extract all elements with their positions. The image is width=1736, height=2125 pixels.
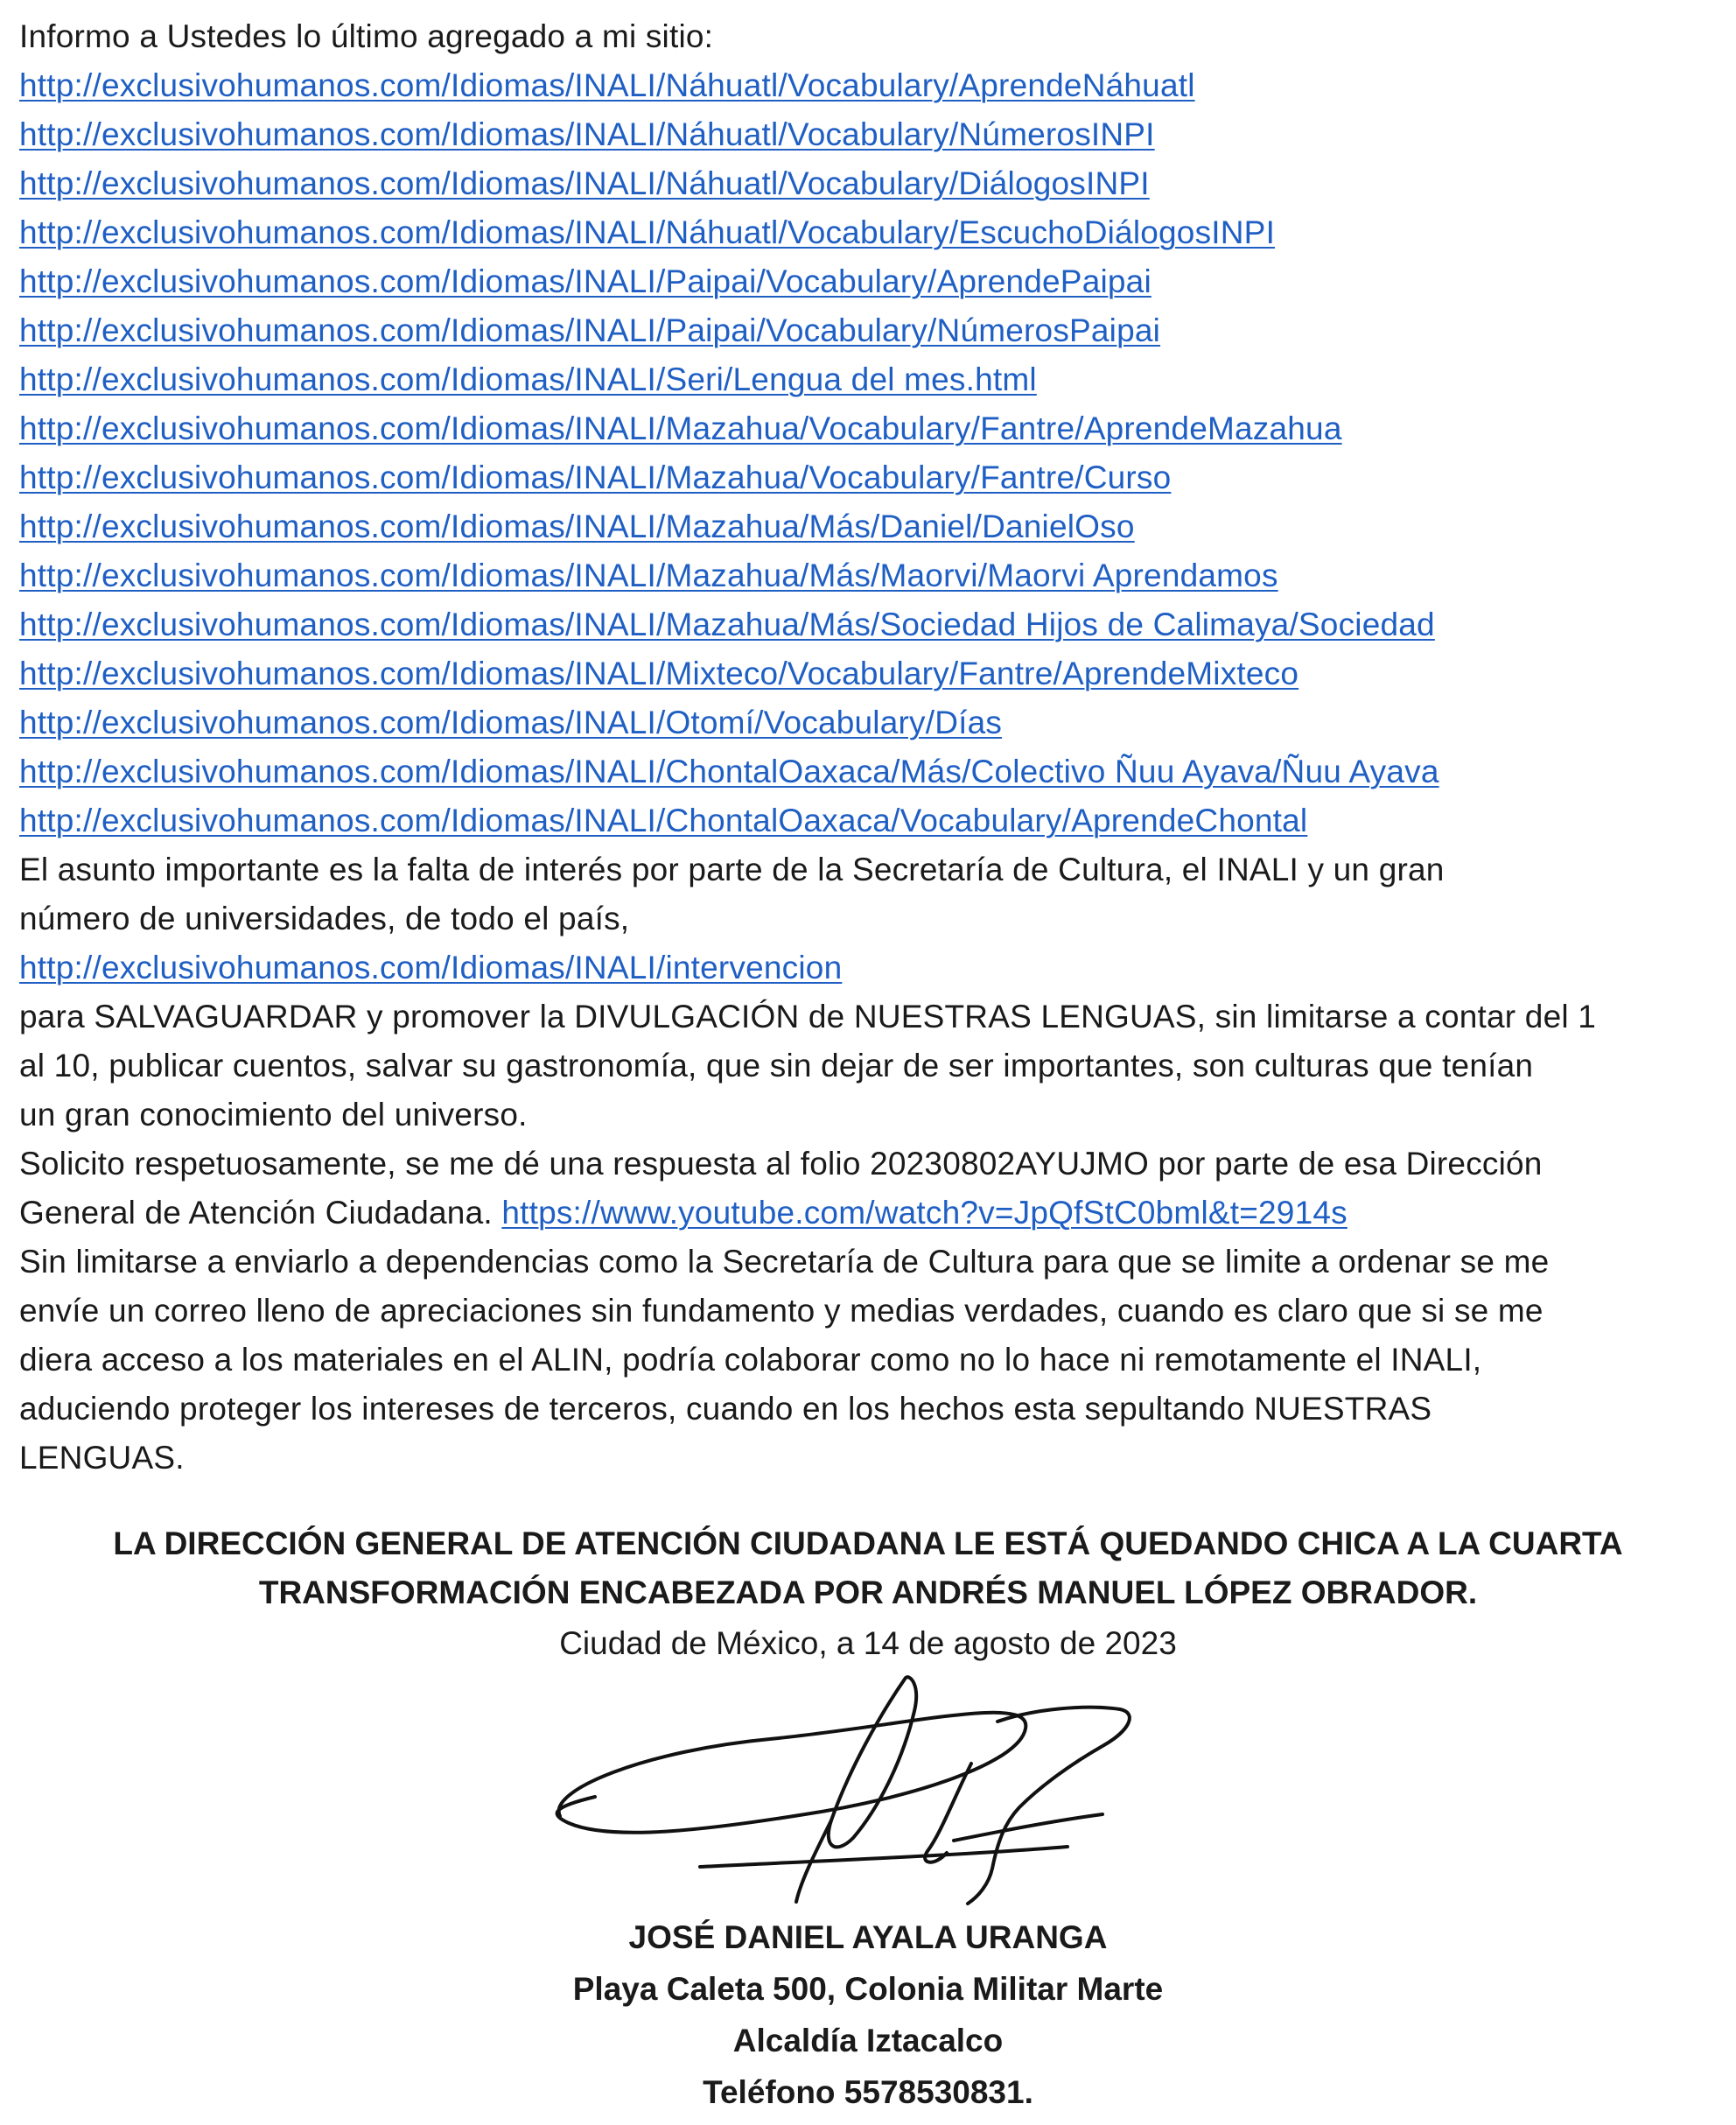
purpose-line: al 10, publicar cuentos, salvar su gastronomía, que sin dejar de ser importantes, son culturas que tenían [19,1048,1534,1084]
request-line-text: General de Atención Ciudadana. [19,1195,493,1231]
purpose-line: para SALVAGUARDAR y promover la DIVULGACIÓN de NUESTRAS LENGUAS, sin limitarse a contar del 1 [19,999,1597,1034]
handwritten-signature [542,1667,1172,1912]
issue-paragraph [19,845,1726,992]
signer-address: Playa Caleta 500, Colonia Militar Marte [572,1971,1164,2007]
purpose-line: un gran conocimiento del universo. [19,1097,528,1133]
link-nuu-ayava[interactable]: http://exclusivohumanos.com/Idiomas/INALI/ChontalOaxaca/Más/Colectivo Ñuu Ayava/Ñuu Ayava [19,754,1439,789]
letter-body [19,12,1726,1483]
link-intervencion[interactable]: http://exclusivohumanos.com/Idiomas/INALI/intervencion [19,950,843,985]
link-dialogos-inpi[interactable]: http://exclusivohumanos.com/Idiomas/INALI/Náhuatl/Vocabulary/DiálogosINPI [19,165,1150,201]
link-otomi-dias[interactable]: http://exclusivohumanos.com/Idiomas/INALI/Otomí/Vocabulary/Días [19,705,1003,740]
link-sociedad-hijos-calimaya[interactable]: http://exclusivohumanos.com/Idiomas/INALI/Mazahua/Más/Sociedad Hijos de Calimaya/Sociedad [19,607,1435,642]
link-escucho-dialogos-inpi[interactable]: http://exclusivohumanos.com/Idiomas/INALI/Náhuatl/Vocabulary/EscuchoDiálogosINPI [19,214,1276,250]
closing-paragraph [19,1238,1726,1483]
closing-line: aduciendo proteger los intereses de terceros, cuando en los hechos esta sepultando NUESTRAS [19,1391,1432,1427]
link-numeros-inpi[interactable]: http://exclusivohumanos.com/Idiomas/INALI/Náhuatl/Vocabulary/NúmerosINPI [19,116,1155,152]
signer-block [0,1911,1736,2118]
signer-phone: Teléfono 5578530831. [703,2074,1033,2110]
headline-line: LA DIRECCIÓN GENERAL DE ATENCIÓN CIUDADANA LE ESTÁ QUEDANDO CHICA A LA CUARTA [113,1525,1623,1561]
link-aprende-chontal[interactable]: http://exclusivohumanos.com/Idiomas/INALI/ChontalOaxaca/Vocabulary/AprendeChontal [19,803,1308,838]
issue-line: número de universidades, de todo el país, [19,901,630,936]
purpose-paragraph [19,992,1726,1140]
link-list [19,61,1726,845]
request-line [19,1189,1726,1238]
link-maorvi-aprendamos[interactable]: http://exclusivohumanos.com/Idiomas/INALI/Mazahua/Más/Maorvi/Maorvi Aprendamos [19,558,1278,593]
headline-block [0,1519,1736,1668]
link-aprende-mazahua[interactable]: http://exclusivohumanos.com/Idiomas/INALI/Mazahua/Vocabulary/Fantre/AprendeMazahua [19,410,1342,446]
link-aprende-paipai[interactable]: http://exclusivohumanos.com/Idiomas/INALI/Paipai/Vocabulary/AprendePaipai [19,263,1152,299]
link-numeros-paipai[interactable]: http://exclusivohumanos.com/Idiomas/INALI/Paipai/Vocabulary/NúmerosPaipai [19,312,1161,348]
issue-line: El asunto importante es la falta de interés por parte de la Secretaría de Cultura, el INALI y un gran [19,852,1445,887]
intro-text: Informo a Ustedes lo último agregado a mi sitio: [19,18,714,54]
closing-line: LENGUAS. [19,1440,185,1476]
link-mazahua-curso[interactable]: http://exclusivohumanos.com/Idiomas/INALI/Mazahua/Vocabulary/Fantre/Curso [19,459,1172,495]
request-line: Solicito respetuosamente, se me dé una respuesta al folio 20230802AYUJMO por parte de esa Dirección [19,1146,1543,1182]
closing-line: diera acceso a los materiales en el ALIN, podría colaborar como no lo hace ni remotamente el INALI, [19,1342,1482,1378]
link-daniel-oso[interactable]: http://exclusivohumanos.com/Idiomas/INALI/Mazahua/Más/Daniel/DanielOso [19,508,1135,544]
link-aprende-nahuatl[interactable]: http://exclusivohumanos.com/Idiomas/INALI/Náhuatl/Vocabulary/AprendeNáhuatl [19,67,1195,103]
closing-line: Sin limitarse a enviarlo a dependencias como la Secretaría de Cultura para que se limite a ordenar se me [19,1244,1550,1280]
link-seri-lengua-del-mes[interactable]: http://exclusivohumanos.com/Idiomas/INALI/Seri/Lengua del mes.html [19,361,1037,397]
date-line: Ciudad de México, a 14 de agosto de 2023 [559,1625,1177,1661]
request-paragraph [19,1140,1726,1238]
closing-line: envíe un correo lleno de apreciaciones sin fundamento y medias verdades, cuando es claro que si se me [19,1293,1544,1329]
link-youtube-video[interactable]: https://www.youtube.com/watch?v=JpQfStC0bml&t=2914s [501,1195,1348,1231]
link-aprende-mixteco[interactable]: http://exclusivohumanos.com/Idiomas/INALI/Mixteco/Vocabulary/Fantre/AprendeMixteco [19,656,1299,691]
signer-name: JOSÉ DANIEL AYALA URANGA [628,1919,1108,1955]
signer-borough: Alcaldía Iztacalco [732,2023,1004,2058]
headline-line: TRANSFORMACIÓN ENCABEZADA POR ANDRÉS MANUEL LÓPEZ OBRADOR. [258,1574,1478,1610]
